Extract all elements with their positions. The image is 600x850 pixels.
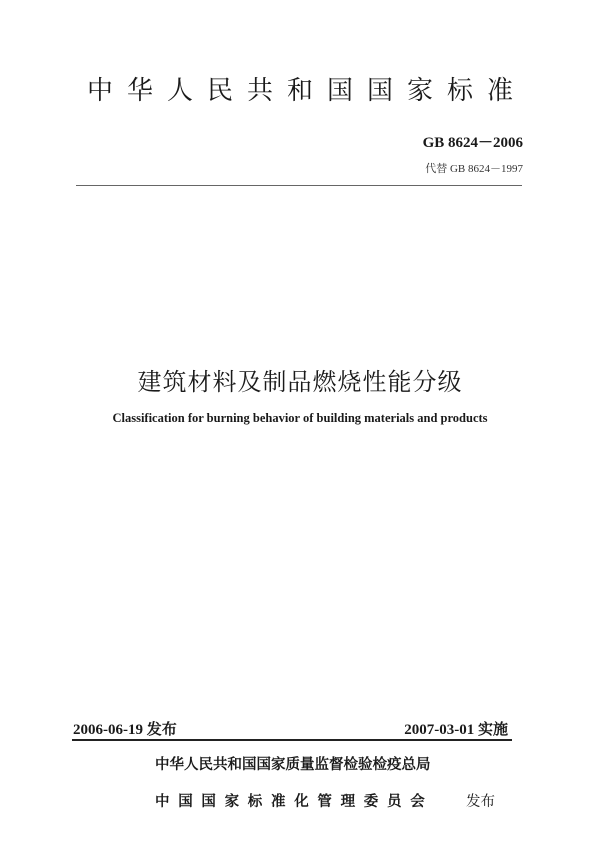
national-standard-title: 中华人民共和国国家标准 bbox=[86, 76, 527, 106]
issuer-aqsiq: 中华人民共和国国家质量监督检验检疫总局 bbox=[155, 757, 431, 773]
implementation-date: 2007-03-01 实施 bbox=[404, 722, 508, 738]
publish-label: 发布 bbox=[466, 794, 495, 810]
header-divider bbox=[76, 185, 522, 186]
issue-date: 2006-06-19 发布 bbox=[73, 722, 177, 738]
issuer-sac: 中国国家标准化管理委员会 bbox=[155, 794, 434, 810]
footer-divider bbox=[72, 739, 512, 741]
document-title-chinese: 建筑材料及制品燃烧性能分级 bbox=[137, 368, 463, 396]
document-title-english: Classification for burning behavior of building materials and products bbox=[112, 411, 488, 425]
replaces-standard: 代替 GB 8624－1997 bbox=[425, 163, 523, 175]
standard-number: GB 8624－2006 bbox=[422, 135, 523, 151]
